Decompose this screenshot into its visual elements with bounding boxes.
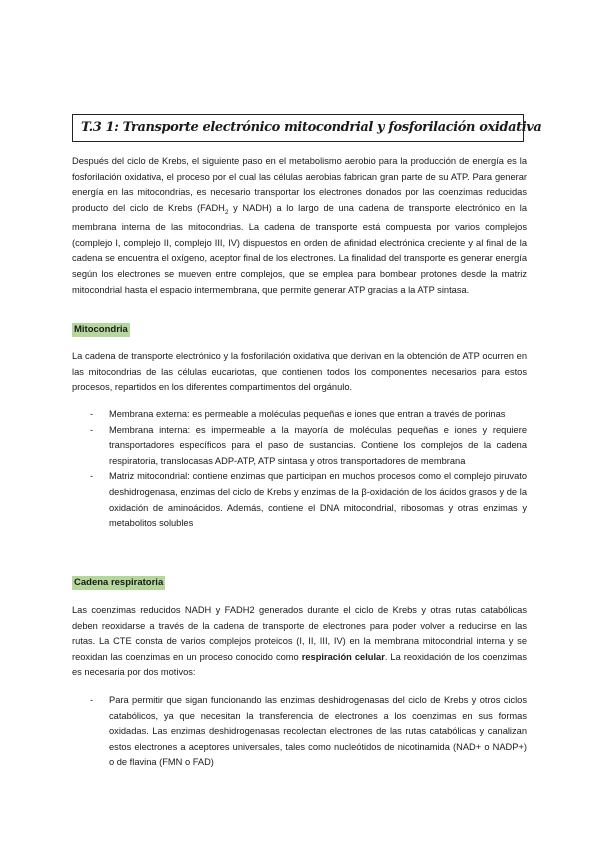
intro-text-part2: y NADH) a lo largo de una cadena de transporte electrónico en la membrana interna de las mitocondrias. La cadena de transporte está compuesta por varios complejos (complejo I, complejo II, complejo III, IV) dispuestos en orden de afinidad electrónica creciente y al final de la cadena se encuentra el oxígeno, aceptor final de los electrones. La finalidad del transporte es generar energía según los electrones se mueven entre complejos, que se emplea para bombear protones desde la matriz mitocondrial hasta el espacio intermembrana, que permite generar ATP gracias a la ATP sintasa. xyxy=(72,202,527,295)
intro-paragraph xyxy=(72,154,527,298)
cadena-list xyxy=(90,693,527,771)
section-heading-mitocondria: Mitocondria xyxy=(74,324,128,335)
intro-text-part1: Después del ciclo de Krebs, el siguiente paso en el metabolismo aerobio para la producción de energía es la fosforilación oxidativa, el proceso por el cual las células aerobias fabrican gran parte de su ATP. Para generar energía en las mitocondrias, es necesario transportar los electrones donados por las coenzimas reducidas producto del ciclo de Krebs (FADH xyxy=(72,156,527,213)
section-heading-cadena-respiratoria: Cadena respiratoria xyxy=(74,577,164,588)
mitocondria-paragraph: La cadena de transporte electrónico y la fosforilación oxidativa que derivan en la obtención de ATP ocurren en las mitocondrias de las células eucariotas, que contienen todos los componentes necesarios para estos procesos, repartidos en los diferentes compartimentos del orgánulo. xyxy=(72,351,527,393)
page-title: T.3 1: Transporte electrónico mitocondrial y fosforilación oxidativa xyxy=(81,120,542,135)
list-item: - Matriz mitocondrial: contiene enzimas que participan en muchos procesos como el complejo piruvato deshidrogenasa, enzimas del ciclo de Krebs y enzimas de la β-oxidación de los ácidos grasos y de la oxidación de aminoácidos. Además, contiene el DNA mitocondrial, ribosomas y otras enzimas y metabolitos solubles xyxy=(90,469,527,531)
cadena-text-part1: Las coenzimas reducidos NADH y FADH2 generados durante el ciclo de Krebs y otras rutas catabólicas deben reoxidarse a través de la cadena de transporte de electrones para poder volver a reducirse en las rutas. La CTE consta de varios complejos proteicos (I, II, III, IV) en la membrana mitocondrial interna y se reoxidan las coenzimas en un proceso conocido como xyxy=(72,605,527,662)
respiracion-celular-term: respiración celular xyxy=(301,651,385,662)
title-box xyxy=(72,114,542,142)
intro-subscript: 2 xyxy=(224,208,229,216)
list-item: - Membrana interna: es impermeable a la mayoría de moléculas pequeñas e iones y requiere transportadores específicos para el paso de sustancias. Contiene los complejos de la cadena respiratoria, translocasas ADP-ATP, ATP sintasa y otros transportadores de membrana xyxy=(90,423,527,470)
mitocondria-list xyxy=(90,407,527,532)
cadena-text-part2: . La reoxidación de los coenzimas es necesaria por dos motivos: xyxy=(72,651,527,678)
cadena-paragraph xyxy=(72,603,527,681)
list-item: - Membrana externa: es permeable a moléculas pequeñas e iones que entran a través de porinas xyxy=(90,407,527,423)
list-item: - Para permitir que sigan funcionando las enzimas deshidrogenasas del ciclo de Krebs y otros ciclos catabólicos, ya que necesitan la transferencia de electrones a los coenzimas en sus formas oxidadas. Las enzimas deshidrogenasas recolectan electrones de las rutas catabólicas y canalizan estos electrones a aceptores universales, tales como nucleótidos de nicotinamida (NAD+ o NADP+) o de flavina (FMN o FAD) xyxy=(90,693,527,771)
